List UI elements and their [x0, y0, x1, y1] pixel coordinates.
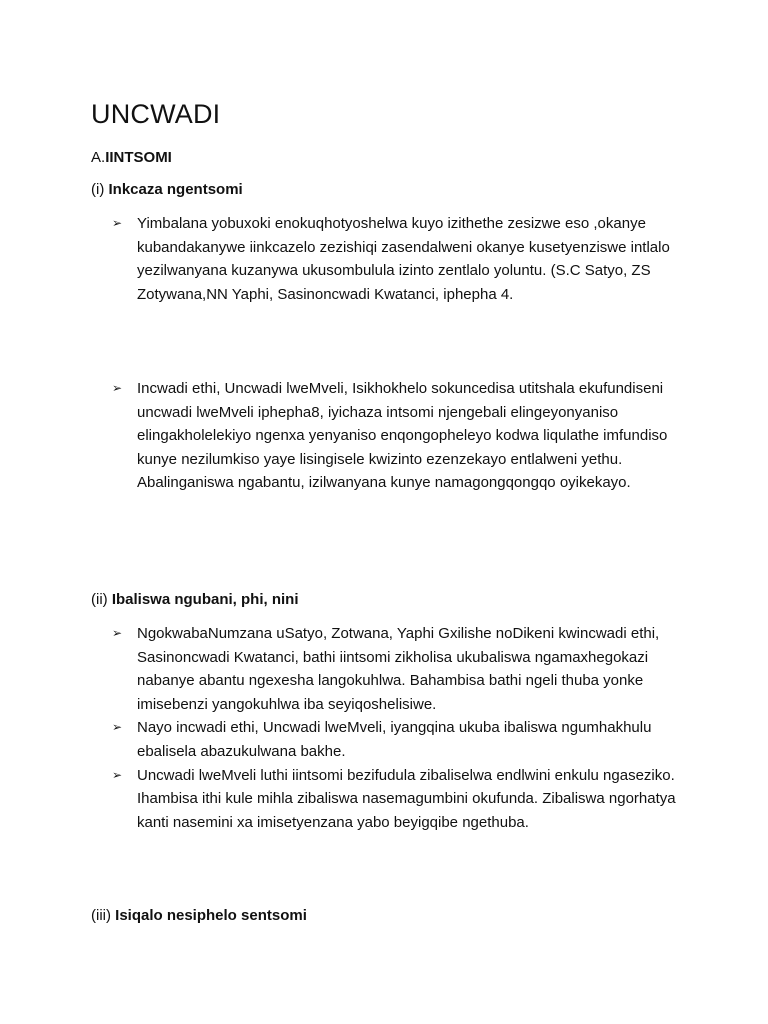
subsection-2-label: Ibaliswa ngubani, phi, nini — [111, 591, 299, 608]
list-item — [112, 212, 672, 306]
arrowhead-bullet-icon: ➢ — [112, 216, 123, 230]
subsection-3-prefix: (iii) — [91, 907, 116, 924]
arrowhead-bullet-icon: ➢ — [112, 381, 123, 395]
subsection-1-prefix: (i) — [91, 181, 109, 198]
bullet-text: NgokwabaNumzana uSatyo, Zotwana, Yaphi Gxilishe noDikeni kwincwadi ethi, Sasinoncwadi Kwatanci, bathi iintsomi zikholisa ukubaliswa ngamaxhegokazi nabanye abantu ngexesha langokuhlwa. Bahambisa bathi ngeli thuba yonke imisebenzi yangokuhlwa iba seyiqoshelisiwe. — [137, 625, 660, 713]
section-a-heading — [91, 148, 172, 168]
subsection-3-heading — [91, 906, 307, 926]
list-item — [112, 622, 682, 716]
bullet-text: Yimbalana yobuxoki enokuqhotyoshelwa kuyo izithethe zesizwe eso ,okanye kubandakanywe iinkcazelo zezishiqi zasendalweni okanye kusetyenziswe intlalo yezilwanyana kuzanywa ukusombulula izinto zentlalo yoluntu. (S.C Satyo, ZS Zotywana,NN Yaphi, Sasinoncwadi Kwatanci, iphepha 4. — [137, 215, 670, 303]
subsection-1-heading — [91, 180, 243, 200]
subsection-1-bullets — [112, 212, 672, 306]
page-title: UNCWADI — [91, 99, 221, 129]
bullet-text: Uncwadi lweMveli luthi iintsomi bezifudula zibaliselwa endlwini enkulu ngaseziko. Ihambisa ithi kule mihla zibaliswa nasemagumbini okufunda. Zibaliswa ngorhatya kanti nasemini xa imisetyenzana yabo beyigqibe ngethuba. — [137, 766, 676, 831]
arrowhead-bullet-icon: ➢ — [112, 626, 123, 640]
subsection-2-prefix: (ii) — [91, 591, 112, 608]
subsection-1-label: Inkcaza ngentsomi — [108, 181, 243, 198]
bullet-text: Incwadi ethi, Uncwadi lweMveli, Isikhokhelo sokuncedisa utitshala ekufundiseni uncwadi lweMveli iphepha8, iyichaza intsomi njengebali elingeyonyaniso elingakholelekiyo ngenxa yenyaniso enqongopheleyo kodwa liqulathe imfundiso kunye nezilumkiso yaye lisingisele kwizinto ezenzekayo entlalweni yethu. Abalinganiswa ngabantu, izilwanyana kunye namagongqongqo oyikekayo. — [137, 380, 668, 492]
list-item — [112, 716, 682, 763]
subsection-2-heading — [91, 590, 299, 610]
list-item — [112, 377, 682, 495]
arrowhead-bullet-icon: ➢ — [112, 720, 123, 735]
arrowhead-bullet-icon: ➢ — [112, 767, 123, 782]
subsection-3-label: Isiqalo nesiphelo sentsomi — [115, 907, 307, 924]
subsection-1-bullets-2 — [112, 377, 682, 495]
bullet-text: Nayo incwadi ethi, Uncwadi lweMveli, iyangqina ukuba ibaliswa ngumhakhulu ebalisela abazukulwana bakhe. — [137, 719, 652, 760]
section-a-label: IINTSOMI — [105, 149, 172, 166]
section-a-prefix: A. — [91, 149, 106, 166]
subsection-2-bullets — [112, 622, 682, 834]
list-item — [112, 764, 682, 835]
